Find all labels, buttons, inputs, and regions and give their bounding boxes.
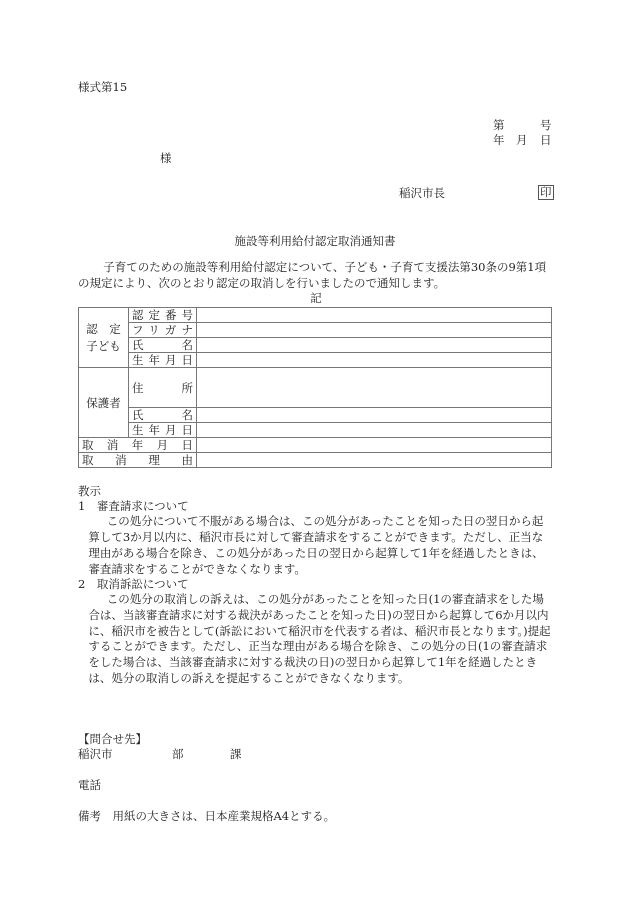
table-row [79,308,552,323]
table-row [79,338,552,353]
certification-number-value[interactable] [197,308,552,323]
contact-section [78,732,554,824]
table-row [79,353,552,368]
ki-label: 記 [310,291,322,306]
row-label: 氏名 [129,338,197,353]
guardian-address-value[interactable] [197,368,552,408]
contact-heading: 【問合せ先】 [78,732,147,747]
kyoji-item1-body: この処分について不服がある場合は、この処分があったことを知った日の翌日から起算して3か月以内に、稲沢市長に対して審査請求をすることができます。ただし、正当な理由がある場合を除き、この処分があった日の翌日から起算して1年を経過したときは、審査請求をすることができなくなります。 [88,514,544,576]
child-name-value[interactable] [197,338,552,353]
row-label: 生年月日 [129,353,197,368]
table-row [79,453,552,468]
row-label: 取消理由 [79,453,197,468]
doc-number-prefix: 第 [493,118,505,132]
seal-mark [538,185,554,200]
intro-paragraph: 子育てのための施設等利用給付認定について、子ども・子育て支援法第30条の9第1項の規定により、次のとおり認定の取消しを行いましたので通知します。 [78,260,547,290]
table-row [79,438,552,453]
guardian-section-label: 保護者 [79,368,129,438]
table-row [79,423,552,438]
addressee-suffix: 様 [160,151,172,165]
seal-text: 印 [540,185,552,199]
child-furigana-value[interactable] [197,323,552,338]
contact-city: 稲沢市 [78,747,113,762]
contact-row [78,747,554,762]
kyoji-heading: 教示 [78,484,101,499]
table-row [79,408,552,423]
note: 備考 用紙の大きさは、日本産業規格A4とする。 [78,809,336,824]
child-section-label: 認 定 子ども [79,308,129,368]
cancel-reason-value[interactable] [197,453,552,468]
table-row [79,368,552,408]
row-label: フリガナ [129,323,197,338]
certificate-table [78,307,552,468]
contact-department: 部 [172,747,184,762]
child-birthdate-value[interactable] [197,353,552,368]
kyoji-section [78,484,554,686]
guardian-name-value[interactable] [197,408,552,423]
document-title: 施設等利用給付認定取消通知書 [234,234,396,248]
table-row [79,323,552,338]
cancel-date-value[interactable] [197,438,552,453]
document-body [78,260,554,824]
date-day: 日 [540,133,552,147]
row-label: 認定番号 [129,308,197,323]
form-number: 様式第15 [78,80,128,94]
issuer: 稲沢市長 [399,186,445,200]
kyoji-item2-body: この処分の取消しの訴えは、この処分があったことを知った日(1の審査請求をした場合は、当該審査請求に対する裁決があったことを知った日)の翌日から起算して6か月以内に、稲沢市を被告として(訴訟において稲沢市を代表する者は、稲沢市長となります。)提起することができます。ただし、正当な理由がある場合を除き、この処分の日(1の審査請求をした場合は、当該審査請求に対する裁決の日)の翌日から起算して1年を経過したときは、処分の取消しの訴えを提起することができなくなります。 [88,592,551,685]
date-month: 月 [516,133,528,147]
doc-number-suffix: 号 [540,118,552,132]
contact-section-name: 課 [230,747,242,762]
row-label: 生年月日 [129,423,197,438]
guardian-birthdate-value[interactable] [197,423,552,438]
row-label: 住所 [129,368,197,408]
row-label: 氏名 [129,408,197,423]
kyoji-item2-title: 2 取消訴訟について [78,577,189,592]
contact-phone-label: 電話 [78,778,101,793]
date-year: 年 [493,133,505,147]
kyoji-item1-title: 1 審査請求について [78,499,189,514]
row-label: 取消年月日 [79,438,197,453]
